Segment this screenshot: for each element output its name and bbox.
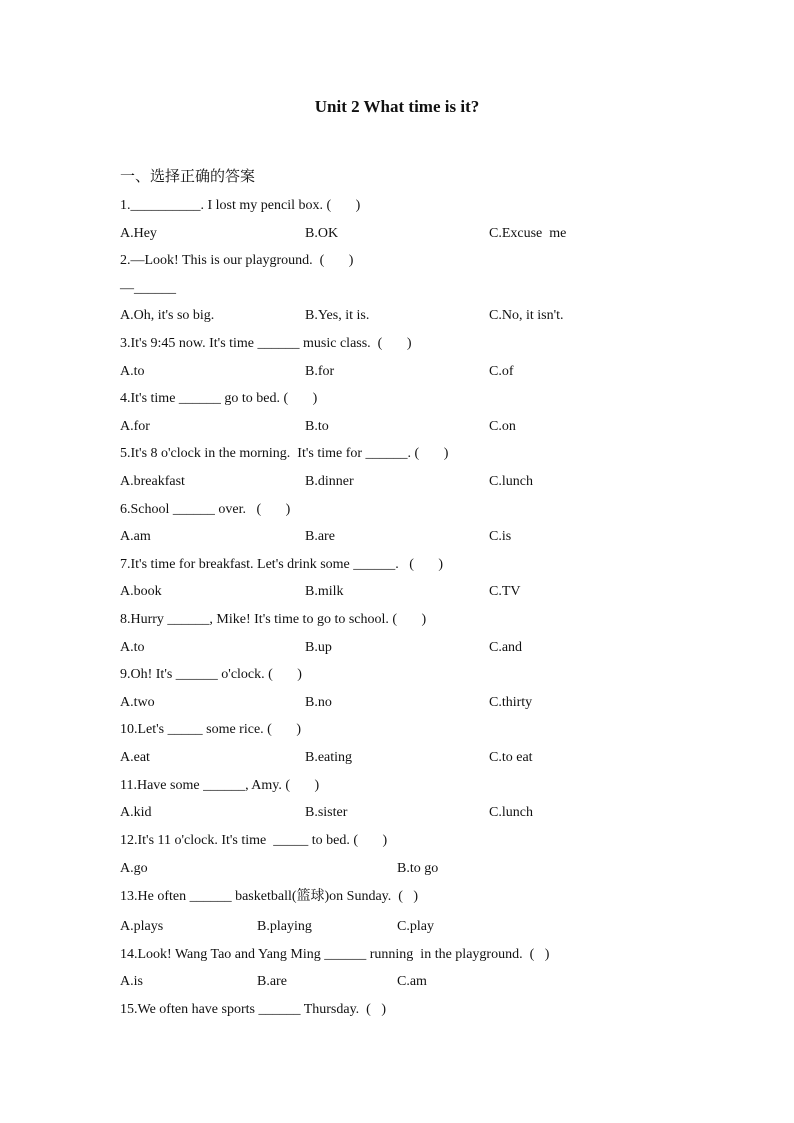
option-3c: C.of [489,364,514,379]
option-1b: B.OK [305,226,339,241]
option-3a: A.to [120,364,145,379]
option-13a: A.plays [120,919,164,934]
option-14c: C.am [397,974,427,989]
option-7c: C.TV [489,584,521,599]
option-11a: A.kid [120,805,152,820]
question-10: 10.Let's _____ some rice. ( ) [120,722,301,737]
section-heading: 一、选择正确的答案 [120,167,256,185]
option-2a: A.Oh, it's so big. [120,308,215,323]
option-4c: C.on [489,419,516,434]
question-15: 15.We often have sports ______ Thursday. ( ) [120,1002,386,1017]
option-12b: B.to go [397,861,439,876]
question-7: 7.It's time for breakfast. Let's drink some ______. ( ) [120,557,444,572]
question-3: 3.It's 9:45 now. It's time ______ music class. ( ) [120,336,412,351]
option-9a: A.two [120,695,155,710]
question-9: 9.Oh! It's ______ o'clock. ( ) [120,667,302,682]
option-6a: A.am [120,529,151,544]
question-5: 5.It's 8 o'clock in the morning. It's time for ______. ( ) [120,446,449,461]
option-13c: C.play [397,919,434,934]
question-13: 13.He often ______ basketball(篮球)on Sunday. ( ) [120,889,419,904]
option-11b: B.sister [305,805,348,820]
option-5c: C.lunch [489,474,533,489]
option-8a: A.to [120,640,145,655]
question-6: 6.School ______ over. ( ) [120,502,291,517]
question-1: 1.__________. I lost my pencil box. ( ) [120,198,361,213]
option-2c: C.No, it isn't. [489,308,564,323]
question-14: 14.Look! Wang Tao and Yang Ming ______ running in the playground. ( ) [120,947,550,962]
option-6c: C.is [489,529,512,544]
question-4: 4.It's time ______ go to bed. ( ) [120,391,318,406]
option-14a: A.is [120,974,143,989]
option-6b: B.are [305,529,335,544]
option-10a: A.eat [120,750,150,765]
question-2-reply: —______ [120,281,176,296]
option-7b: B.milk [305,584,344,599]
question-8: 8.Hurry ______, Mike! It's time to go to school. ( ) [120,612,427,627]
option-9b: B.no [305,695,332,710]
option-2b: B.Yes, it is. [305,308,370,323]
option-5b: B.dinner [305,474,354,489]
question-11: 11.Have some ______, Amy. ( ) [120,778,320,793]
option-14b: B.are [257,974,287,989]
option-4b: B.to [305,419,329,434]
option-12a: A.go [120,861,148,876]
option-8b: B.up [305,640,332,655]
option-5a: A.breakfast [120,474,185,489]
option-13b: B.playing [257,919,312,934]
option-11c: C.lunch [489,805,533,820]
option-1a: A.Hey [120,226,157,241]
option-4a: A.for [120,419,150,434]
option-8c: C.and [489,640,523,655]
option-10c: C.to eat [489,750,533,765]
option-3b: B.for [305,364,335,379]
option-9c: C.thirty [489,695,533,710]
option-7a: A.book [120,584,162,599]
option-10b: B.eating [305,750,353,765]
question-2: 2.—Look! This is our playground. ( ) [120,253,354,268]
question-12: 12.It's 11 o'clock. It's time _____ to bed. ( ) [120,833,388,848]
option-1c: C.Excuse me [489,226,567,241]
page-title: Unit 2 What time is it? [314,97,480,116]
